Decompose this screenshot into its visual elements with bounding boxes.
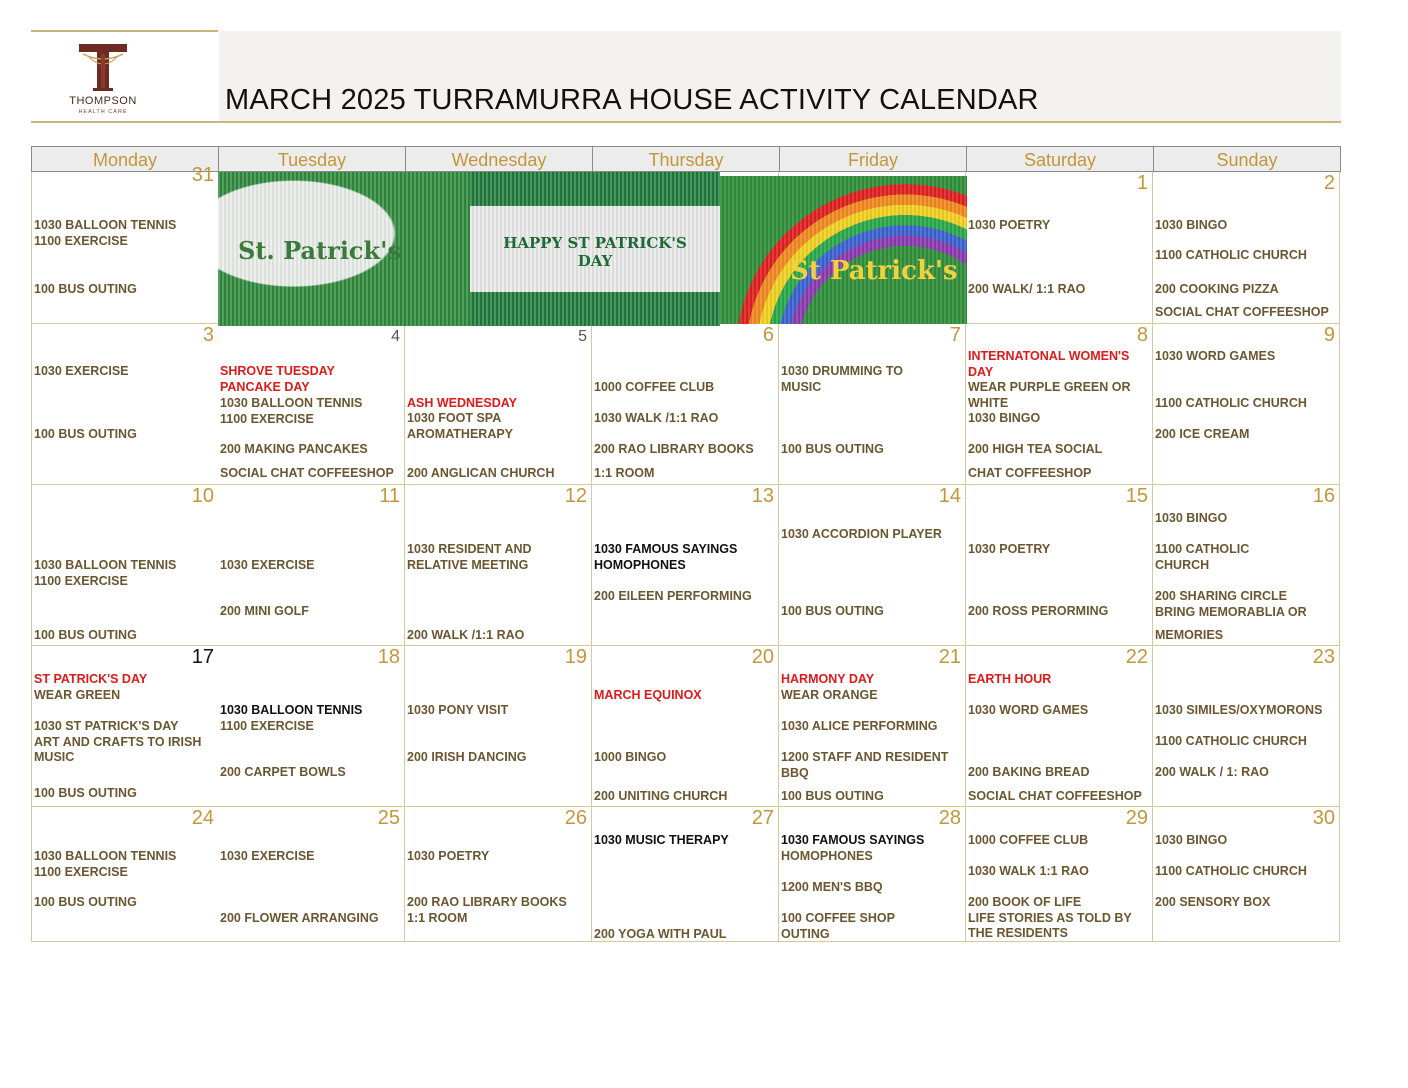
- activity-entry: 100 BUS OUTING: [781, 442, 884, 456]
- activity-entry: 200 EILEEN PERFORMING: [594, 589, 752, 603]
- activity-entry: 1030 WORD GAMES: [1155, 349, 1276, 363]
- activity-entry: 1030 EXERCISE: [220, 558, 315, 572]
- day-number: 4: [391, 328, 400, 345]
- activity-entry: 1:1 ROOM: [594, 466, 655, 480]
- activity-entry: 1030 BALLOON TENNIS 1100 EXERCISE: [220, 396, 363, 426]
- activity-entry: 1030 MUSIC THERAPY: [594, 833, 729, 847]
- logo-name: THOMPSON: [69, 95, 137, 107]
- day-number: 16: [1312, 485, 1335, 507]
- activity-entry: 200 WALK / 1: RAO: [1155, 765, 1269, 779]
- day-cell: [779, 807, 966, 942]
- activity-entry: CHAT COFFEESHOP: [968, 466, 1092, 480]
- day-number: 1: [1136, 172, 1148, 194]
- image-caption: St Patrick's: [790, 256, 958, 286]
- activity-entry: 1030 BALLOON TENNIS: [220, 703, 363, 717]
- day-header-thursday: Thursday: [592, 146, 780, 172]
- activity-entry: 1100 CATHOLIC CHURCH: [1155, 734, 1307, 748]
- activity-entry: 1030 POETRY: [968, 542, 1051, 556]
- header-rule-top: [31, 30, 218, 32]
- day-number: 14: [938, 485, 961, 507]
- activity-entry: 200 UNITING CHURCH: [594, 789, 728, 803]
- activity-entry: 1030 FAMOUS SAYINGS: [781, 833, 925, 847]
- activity-entry: 200 SENSORY BOX: [1155, 895, 1271, 909]
- activity-entry: 200 ICE CREAM: [1155, 427, 1250, 441]
- activity-entry: 1030 BALLOON TENNIS 1100 EXERCISE: [34, 849, 177, 879]
- day-number: 11: [379, 485, 400, 507]
- activity-entry: 100 BUS OUTING: [34, 786, 137, 800]
- day-number: 9: [1323, 324, 1335, 346]
- activity-entry: 1100 CATHOLIC CHURCH: [1155, 864, 1307, 878]
- day-cell: [1153, 485, 1340, 646]
- activity-entry: 100 BUS OUTING: [34, 628, 137, 642]
- activity-entry: 100 BUS OUTING: [34, 427, 137, 441]
- activity-entry: 1100 CATHOLIC CHURCH: [1155, 248, 1307, 262]
- activity-entry: 200 RAO LIBRARY BOOKS 1:1 ROOM: [407, 895, 567, 925]
- activity-entry: 1030 WALK 1:1 RAO: [968, 864, 1089, 878]
- activity-entry: 200 CARPET BOWLS: [220, 765, 346, 779]
- day-cell: [31, 324, 219, 485]
- activity-entry: 1030 WALK /1:1 RAO: [594, 411, 719, 425]
- activity-entry: EARTH HOUR: [968, 672, 1052, 686]
- day-number: 27: [751, 807, 774, 829]
- activity-entry: ASH WEDNESDAY: [407, 396, 517, 410]
- day-number: 2: [1323, 172, 1335, 194]
- activity-entry: 200 COOKING PIZZA: [1155, 282, 1279, 296]
- activity-entry: 200 WALK /1:1 RAO: [407, 628, 525, 642]
- rainbow-st-patricks-image: [720, 176, 967, 324]
- activity-entry: 200 MINI GOLF: [220, 604, 309, 618]
- logo-subtitle: HEALTH CARE: [78, 109, 128, 115]
- day-number: 18: [377, 646, 400, 668]
- image-caption: HAPPY ST PATRICK'S DAY: [503, 234, 687, 270]
- activity-entry: 200 HIGH TEA SOCIAL: [968, 442, 1103, 456]
- activity-entry: 1100 CATHOLIC CHURCH: [1155, 542, 1250, 572]
- day-number: 12: [564, 485, 587, 507]
- day-number: 13: [751, 485, 774, 507]
- activity-entry: MEMORIES: [1155, 628, 1224, 642]
- day-cell: [966, 485, 1153, 646]
- day-cell: [966, 646, 1153, 807]
- day-cell: [218, 807, 405, 942]
- activity-entry: 1030 EXERCISE: [220, 849, 315, 863]
- activity-entry: 1030 BALLOON TENNIS 1100 EXERCISE: [34, 558, 177, 588]
- activity-entry: 200 BAKING BREAD: [968, 765, 1090, 779]
- activity-entry: 1030 BINGO: [1155, 511, 1228, 525]
- day-number: 30: [1312, 807, 1335, 829]
- activity-entry: 1000 BINGO: [594, 750, 667, 764]
- activity-entry: 100 BUS OUTING: [34, 282, 137, 296]
- activity-entry: ST PATRICK'S DAY: [34, 672, 148, 686]
- day-cell: [592, 807, 779, 942]
- activity-entry: 100 BUS OUTING: [34, 895, 137, 909]
- day-number: 5: [578, 328, 587, 345]
- activity-entry: 1100 EXERCISE: [220, 719, 314, 733]
- activity-entry: WEAR GREEN: [34, 688, 121, 702]
- day-cell: [1153, 324, 1340, 485]
- activity-entry: INTERNATONAL WOMEN'S DAY: [968, 349, 1130, 379]
- day-cell: [779, 324, 966, 485]
- day-number: 24: [191, 807, 214, 829]
- day-cell: [592, 646, 779, 807]
- activity-entry: 1030 FAMOUS SAYINGS HOMOPHONES: [594, 542, 738, 572]
- day-cell: [1153, 646, 1340, 807]
- activity-entry: 100 BUS OUTING: [781, 604, 884, 618]
- day-cell: [31, 646, 219, 807]
- st-patricks-shamrock-image: [218, 172, 470, 326]
- happy-st-patricks-day-image: [470, 172, 720, 326]
- day-cell: [779, 646, 966, 807]
- activity-entry: SOCIAL CHAT COFFEESHOP: [1155, 305, 1329, 319]
- activity-entry: 200 YOGA WITH PAUL: [594, 927, 727, 941]
- day-number: 26: [564, 807, 587, 829]
- activity-entry: 1030 POETRY: [968, 218, 1051, 232]
- day-number: 6: [762, 324, 774, 346]
- day-cell: [405, 324, 592, 485]
- activity-entry: WEAR ORANGE: [781, 688, 878, 702]
- day-number: 25: [377, 807, 400, 829]
- day-number: 15: [1125, 485, 1148, 507]
- activity-entry: HARMONY DAY: [781, 672, 875, 686]
- activity-entry: 1000 COFFEE CLUB: [594, 380, 715, 394]
- day-number: 10: [191, 485, 214, 507]
- day-header-tuesday: Tuesday: [218, 146, 406, 172]
- activity-entry: 200 ANGLICAN CHURCH: [407, 466, 555, 480]
- activity-entry: 200 ROSS PERORMING: [968, 604, 1109, 618]
- activity-entry: 200 RAO LIBRARY BOOKS: [594, 442, 754, 456]
- activity-entry: HOMOPHONES: [781, 849, 873, 863]
- day-number: 3: [202, 324, 214, 346]
- activity-entry: 1030 BALLOON TENNIS 1100 EXERCISE: [34, 218, 177, 248]
- day-cell: [966, 324, 1153, 485]
- day-number: 7: [949, 324, 961, 346]
- activity-entry: 1030 POETRY: [407, 849, 490, 863]
- activity-entry: 200 FLOWER ARRANGING: [220, 911, 379, 925]
- day-header-saturday: Saturday: [966, 146, 1154, 172]
- activity-entry: 1030 WORD GAMES: [968, 703, 1089, 717]
- day-cell: [966, 807, 1153, 942]
- day-header-sunday: Sunday: [1153, 146, 1341, 172]
- activity-entry: 100 BUS OUTING: [781, 789, 884, 803]
- header-rule-bottom: [31, 121, 1341, 123]
- activity-entry: 1030 FOOT SPA AROMATHERAPY: [407, 411, 514, 441]
- activity-entry: 1100 CATHOLIC CHURCH: [1155, 396, 1307, 410]
- activity-entry: 1200 MEN'S BBQ: [781, 880, 883, 894]
- activity-entry: MARCH EQUINOX: [594, 688, 702, 702]
- day-header-friday: Friday: [779, 146, 967, 172]
- day-number: 31: [191, 164, 214, 186]
- activity-entry: 200 BOOK OF LIFE LIFE STORIES AS TOLD BY THE RESIDENTS: [968, 895, 1132, 940]
- day-cell: [31, 807, 219, 942]
- activity-entry: 1200 STAFF AND RESIDENT BBQ: [781, 750, 949, 780]
- activity-entry: WEAR PURPLE GREEN OR WHITE: [968, 380, 1131, 410]
- day-number: 22: [1125, 646, 1148, 668]
- day-header-monday: Monday: [31, 146, 219, 172]
- day-cell: [405, 646, 592, 807]
- day-number: 28: [938, 807, 961, 829]
- activity-entry: SHROVE TUESDAY PANCAKE DAY: [220, 364, 335, 394]
- day-number: 20: [751, 646, 774, 668]
- activity-entry: 1030 DRUMMING TO MUSIC: [781, 364, 904, 394]
- day-number: 19: [564, 646, 587, 668]
- day-cell: [405, 807, 592, 942]
- day-cell: [592, 485, 779, 646]
- day-number: 17: [191, 646, 214, 668]
- day-cell: [592, 324, 779, 485]
- activity-entry: SOCIAL CHAT COFFEESHOP: [220, 466, 394, 480]
- activity-entry: 200 WALK/ 1:1 RAO: [968, 282, 1086, 296]
- logo-t-icon: [58, 42, 148, 94]
- activity-entry: 1030 ACCORDION PLAYER: [781, 527, 942, 541]
- activity-entry: SOCIAL CHAT COFFEESHOP: [968, 789, 1142, 803]
- day-cell: [779, 485, 966, 646]
- activity-entry: 1000 COFFEE CLUB: [968, 833, 1089, 847]
- activity-entry: 1030 RESIDENT AND RELATIVE MEETING: [407, 542, 532, 572]
- day-header-wednesday: Wednesday: [405, 146, 593, 172]
- day-number: 29: [1125, 807, 1148, 829]
- activity-entry: 1030 ALICE PERFORMING: [781, 719, 938, 733]
- day-number: 23: [1312, 646, 1335, 668]
- day-cell: [31, 164, 219, 324]
- activity-entry: 200 SHARING CIRCLE BRING MEMORABLIA OR: [1155, 589, 1307, 619]
- image-caption: St. Patrick's: [238, 236, 402, 265]
- activity-entry: 1030 SIMILES/OXYMORONS: [1155, 703, 1323, 717]
- day-cell: [218, 485, 405, 646]
- day-cell: [1153, 172, 1340, 324]
- page-title: MARCH 2025 TURRAMURRA HOUSE ACTIVITY CALENDAR: [225, 84, 1039, 116]
- activity-entry: 1030 ST PATRICK'S DAY ART AND CRAFTS TO IRISH MUSIC: [34, 719, 202, 764]
- day-number: 21: [938, 646, 961, 668]
- activity-entry: 1030 BINGO: [1155, 218, 1228, 232]
- activity-entry: 1030 BINGO: [1155, 833, 1228, 847]
- activity-entry: 200 MAKING PANCAKES: [220, 442, 368, 456]
- day-cell: [405, 485, 592, 646]
- activity-entry: 1030 PONY VISIT: [407, 703, 509, 717]
- activity-entry: 200 IRISH DANCING: [407, 750, 527, 764]
- activity-entry: 1030 BINGO: [968, 411, 1041, 425]
- day-cell: [218, 646, 405, 807]
- day-number: 8: [1136, 324, 1148, 346]
- day-cell: [31, 485, 219, 646]
- day-cell: [218, 324, 405, 485]
- activity-entry: 1030 EXERCISE: [34, 364, 129, 378]
- thompson-logo: [58, 42, 148, 118]
- activity-entry: 100 COFFEE SHOP OUTING: [781, 911, 895, 941]
- day-cell: [1153, 807, 1340, 942]
- day-cell: [966, 172, 1153, 324]
